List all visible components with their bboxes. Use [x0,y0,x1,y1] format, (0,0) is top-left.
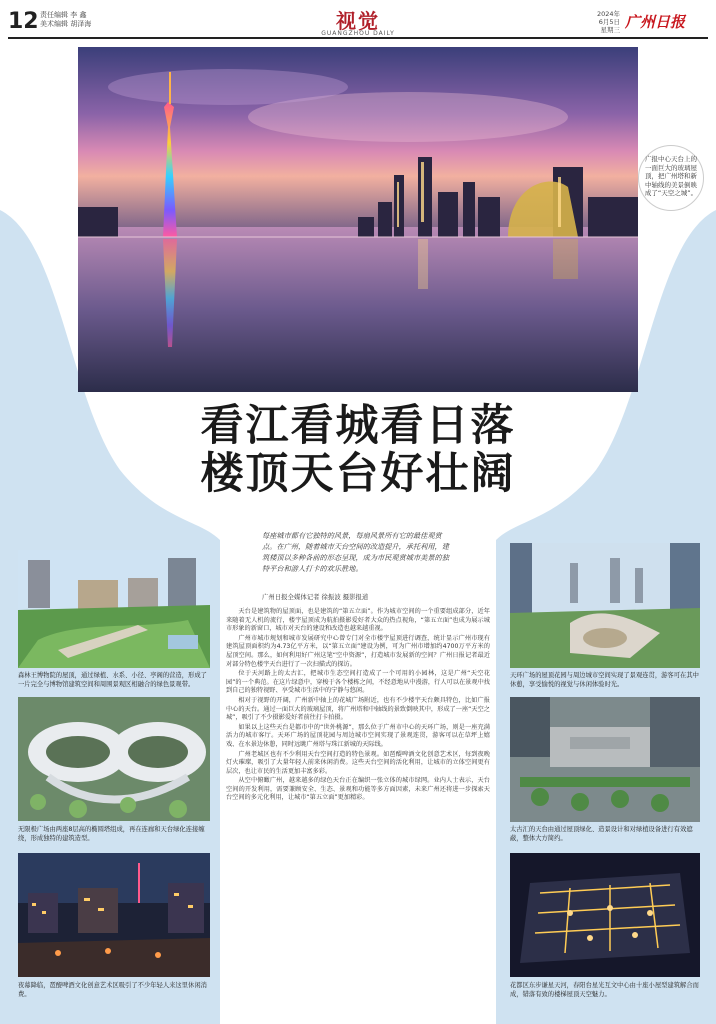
caption-infinitus-plaza: 无限极广场由两座8层高的椭圆塔组成，再在连廊和天台绿化连接缠绕，形成独特的建筑造型。 [18,826,205,842]
article-paragraph: 从空中俯瞰广州，越来越多的绿色天台正在编织一张立体的城市绿网。业内人士表示，天台空间的开发利用，需要兼顾安全、生态、景观和功能等多方面因素，未来广州还将进一步探索天台空间的多元化利用，让城市“第五立面”更加精彩。 [226,777,490,802]
photo-beer-culture-district-night [18,853,210,977]
article-paragraph: 天台是建筑物的屋顶面，也是建筑的“第五立面”。作为城市空间的一个重要组成部分，近年来随着无人机的流行，楼宇屋顶成为航拍摄影爱好者大众的热点视角，“第五立面”也成为展示城市形象的新窗口，城市对天台的建设和改造也越来越重视。 [226,608,490,633]
article-intro: 每座城市都有它独特的风景，每扇风景所有它的最佳观赏点。在广州，随着城市天台空间的改造提升，承托利用，建筑楼顶以多种各前的形态呈现，成为市民观赏城市美景的独特平台和游人打卡的欢乐胜地。 [262,531,449,573]
caption-huadu-rooftop: 花都区东步谦星天河，春阳台星光互文中心由十座小屋型建筑解合而成，错落有致的楼梯屋顶天空魅力。 [510,982,699,998]
photo-taikoo-hui-rooftop [510,697,700,822]
page-number: 12 [8,9,39,34]
photo-tianhuan-plaza [510,543,700,668]
article-paragraph: 广州老城区也有不少利用天台空间打造的特色景观。如琶醍啤酒文化创意艺术区，每到夜晚灯火璀璨，吸引了大量年轻人前来休闲消费。这些天台空间的活化利用，让城市的立体空间更有层次，也让市民的生活更加丰富多彩。 [226,750,490,775]
newspaper-logo: 广州日报 [625,13,686,31]
article-paragraph: 如果以上这些天台是都市中的“世外桃源”，那么位于广州市中心的天环广场，则是一座充满活力的城市客厅。天环广场的屋顶花园与周边城市空间实现了景观连贯，游客可以在草坪上嬉戏、在水景边休憩，同时远眺广州塔与珠江新城的天际线。 [226,723,490,748]
section-subtitle: GUANGZHOU DAILY [321,30,395,37]
photo-rooftop-garden-museum [18,550,210,668]
caption-beer-culture-district: 夜幕降临，琶醍啤酒文化创意艺术区吸引了不少年轻人来这里休闲消费。 [18,982,207,998]
article-paragraph: 广州市城市规划和城市发展研究中心曾专门对全市楼宇屋顶进行调查，统计显示广州市现有建筑屋顶面积约为4.73亿平方米，以“第五立面”建设为例，可为广州市增加约4700万平方米的屋顶空间。那么，如何利用好广州这笔“空中资源”，打造城市发展新的空间？广州日报记者最近对部分特色楼宇天台进行了一次扫描式的探访。 [226,634,490,668]
date-year: 2024年 [596,10,620,18]
headline [0,402,716,498]
article-body [226,608,490,804]
photo-huadu-rooftop-night [510,853,700,977]
headline-line-1: 看江看城看日落 [200,401,516,451]
header-rule [8,37,708,39]
headline-line-2: 楼顶天台好壮阔 [200,449,516,499]
hero-caption-bubble: 广报中心天台上的一面巨大的玻璃屋顶，把广州塔和新中轴线的美景倒映成了“天空之城”。 [638,145,704,211]
editor-line: 责任编辑 李 鑫 [40,11,87,19]
article-paragraph: 位于天河路上的太古汇，把城市生态空间打造成了一个可用的小园林，这是广州“天空花园”的一个典范。在这片绿意中，穿梭于各个楼栋之间，不经意地从中漫游，行人可以在景观中找到自己的独特视野、享受城市生活中的宁静与悠闲。 [226,670,490,695]
hero-photo-canton-tower-sunset [78,47,638,392]
caption-tianhuan-plaza: 天环广场的屋顶花园与周边城市空间实现了景观连贯，游客可在其中休憩，享受愉悦的视觉与休闲体验时光。 [510,672,699,688]
article-paragraph: 相对于视野的开阔，广州新中轴上的花城广场附近，也有不少楼宇天台颇具特色，比如广报中心的天台。通过一面巨大的玻璃屋顶，将广州塔和中轴线的景致倒映其中，形成了一座“天空之城”，吸引了不少摄影爱好者前往打卡拍摄。 [226,696,490,722]
caption-taikoo-hui: 太古汇的天台由通过屋顶绿化、造景设计和对绿植设备进行有效遮蔽，整体大方简约。 [510,826,693,842]
section-title: 视觉 [336,9,380,33]
art-editor-line: 美术编辑 胡泽海 [40,20,92,28]
photo-infinitus-plaza [18,697,210,821]
issue-date [580,10,620,34]
date-day: 6月5日 [598,18,620,26]
page-header [0,0,716,36]
date-weekday: 星期三 [600,26,620,34]
article-byline: 广州日报全媒体记者 徐振波 摄影报道 [262,593,369,601]
caption-rooftop-garden-museum: 森林王博物院的屋顶，通过绿植、水系、小径、亭阁的营造，形成了一片完全与博物馆建筑空间和周围景观区相融合的绿色景观带。 [18,672,207,688]
